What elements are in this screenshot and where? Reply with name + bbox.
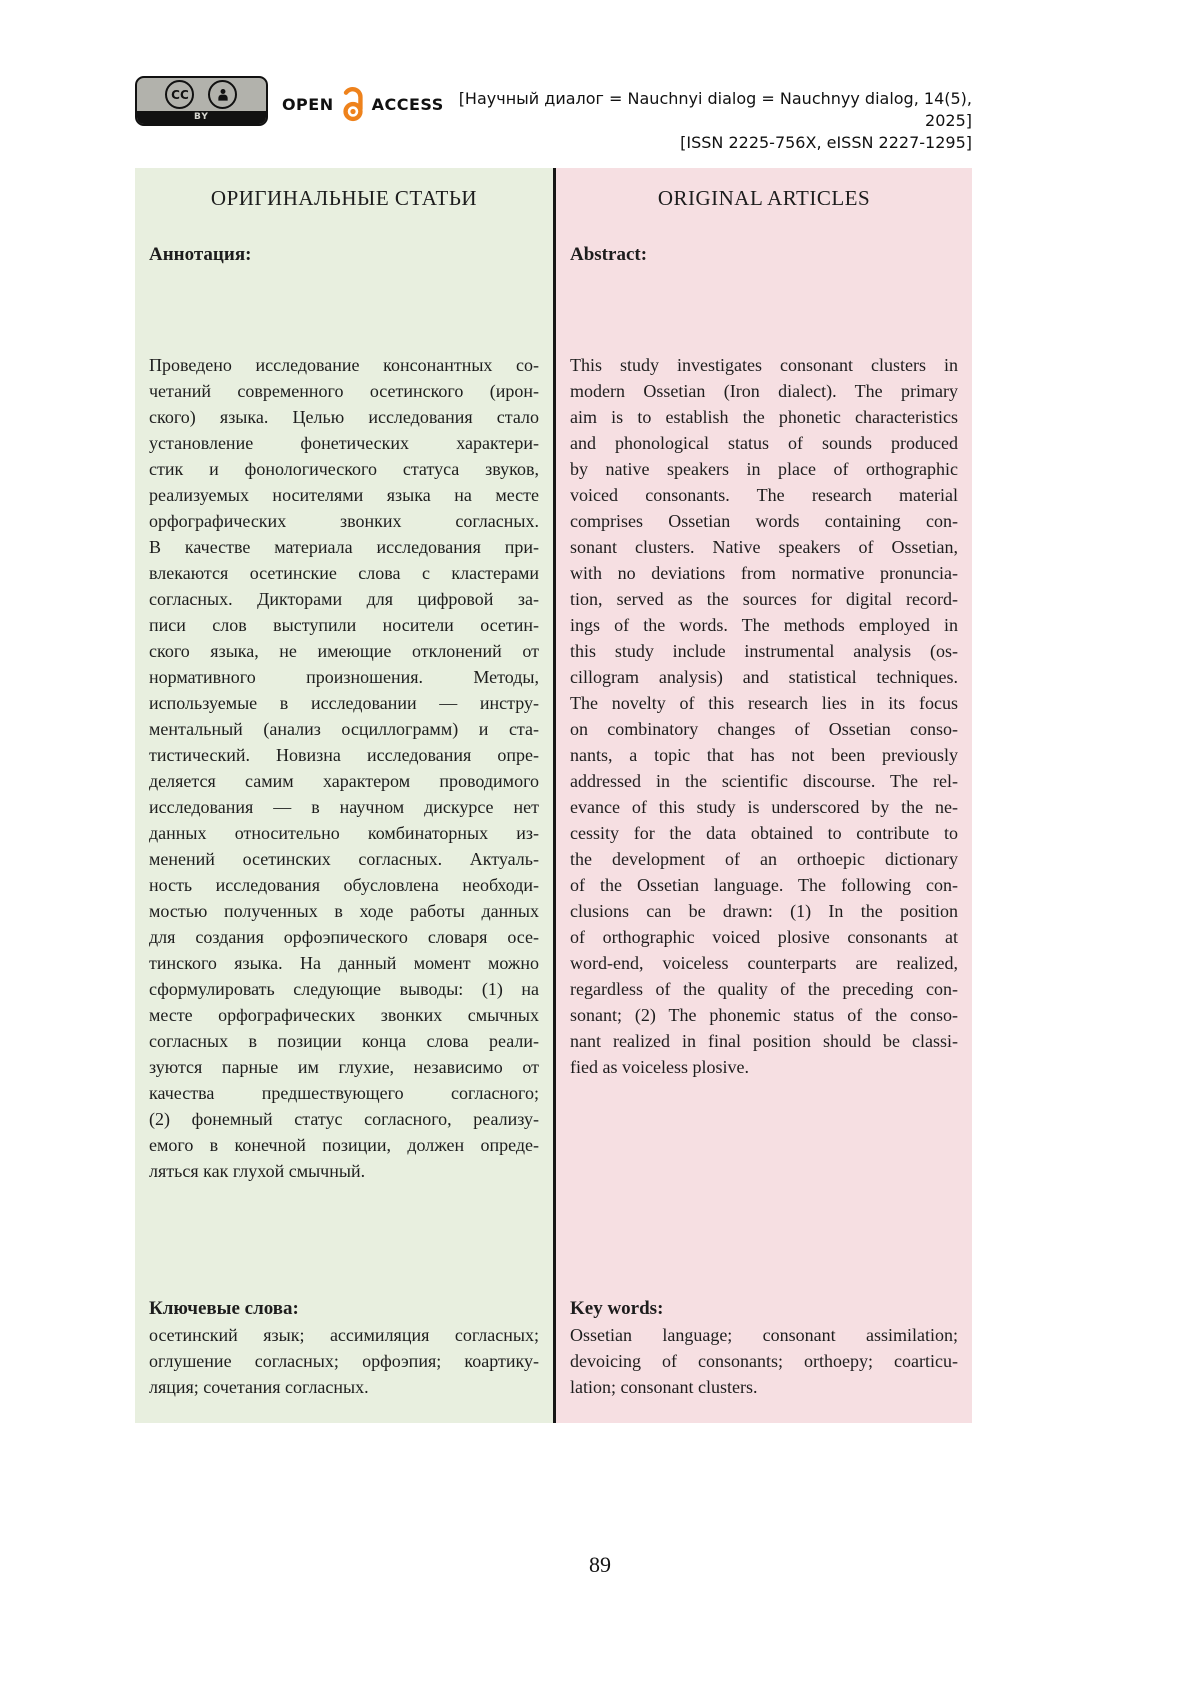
text-line: нормативного произношения. Методы,	[149, 667, 539, 687]
license-type-label: BY	[137, 111, 266, 124]
text-line: влекаются осетинские слова с кластерами	[149, 563, 539, 583]
text-line: стик и фонологического статуса звуков,	[149, 459, 539, 479]
text-line: согласных. Дикторами для цифровой за-	[149, 589, 539, 609]
text-line: В качестве материала исследования при-	[149, 537, 539, 557]
page-number: 89	[589, 1552, 611, 1577]
text-line: тистический. Новизна исследования опре-	[149, 745, 539, 765]
journal-citation	[444, 76, 972, 154]
text-line: согласных в позиции конца слова реали-	[149, 1031, 539, 1051]
text-line: This study investigates consonant clusters in	[570, 355, 958, 375]
text-line: ляция; сочетания согласных.	[149, 1377, 369, 1397]
open-access-word-open: OPEN	[281, 95, 334, 114]
text-line: ского языка, не имеющие отклонений от	[149, 641, 539, 661]
text-line: четаний современного осетинского (ирон-	[149, 381, 539, 401]
text-line: качества предшествующего согласного;	[149, 1083, 539, 1103]
text-line: aim is to establish the phonetic characteristics	[570, 407, 958, 427]
english-abstract-panel	[556, 168, 972, 1423]
text-line: месте орфографических звонких смычных	[149, 1005, 539, 1025]
text-line: оглушение согласных; орфоэпия; коартику-	[149, 1351, 539, 1371]
text-line: of orthographic voiced plosive consonants at	[570, 927, 958, 947]
text-line: ings of the words. The methods employed in	[570, 615, 958, 635]
text-line: ляться как глухой смычный.	[149, 1161, 366, 1181]
journal-citation-line2: [ISSN 2225-756X, eISSN 2227-1295]	[680, 133, 972, 152]
open-lock-icon	[339, 86, 367, 123]
text-line: word-end, voiceless counterparts are realized,	[570, 953, 958, 973]
text-line: The novelty of this research lies in its focus	[570, 693, 958, 713]
text-line: regardless of the quality of the preceding con-	[570, 979, 958, 999]
text-line: емого в конечной позиции, должен опреде-	[149, 1135, 539, 1155]
text-line: мостью полученных в ходе работы данных	[149, 901, 539, 921]
text-line: тинского языка. На данный момент можно	[149, 953, 539, 973]
keywords-body-russian	[149, 1322, 539, 1400]
keywords-section-english	[570, 1296, 958, 1400]
section-title-russian: ОРИГИНАЛЬНЫЕ СТАТЬИ	[210, 186, 478, 210]
text-line: орфографических звонких согласных.	[149, 511, 539, 531]
text-line: tion, served as the sources for digital record-	[570, 589, 958, 609]
text-line: nant realized in final position should be classi-	[570, 1031, 958, 1051]
text-line: исследования — в научном дискурсе нет	[149, 797, 539, 817]
open-access-logo	[282, 86, 444, 123]
abstract-body-english	[570, 352, 958, 1080]
text-line: clusions can be drawn: (1) In the position	[570, 901, 958, 921]
text-line: addressed in the scientific discourse. The rel-	[570, 771, 958, 791]
text-line: сформулировать следующие выводы: (1) на	[149, 979, 539, 999]
text-line: with no deviations from normative pronuncia-	[570, 563, 958, 583]
section-title-english: ORIGINAL ARTICLES	[657, 186, 871, 210]
text-line: для создания орфоэпического словаря осе-	[149, 927, 539, 947]
cc-by-license-badge	[135, 76, 268, 126]
attribution-person-icon	[208, 80, 237, 109]
text-line: Ossetian language; consonant assimilation;	[570, 1325, 958, 1345]
text-line: evance of this study is underscored by the ne-	[570, 797, 958, 817]
text-line: деляется самим характером проводимого	[149, 771, 539, 791]
abstract-label-russian: Аннотация:	[149, 244, 252, 265]
text-line: (2) фонемный статус согласного, реализу-	[149, 1109, 539, 1129]
abstract-body-russian	[149, 352, 539, 1184]
keywords-body-english	[570, 1322, 958, 1400]
text-line: cessity for the data obtained to contribute to	[570, 823, 958, 843]
abstract-label-english: Abstract:	[570, 244, 648, 265]
text-line: ментальный (анализ осциллограмм) и ста-	[149, 719, 539, 739]
text-line: писи слов выступили носители осетин-	[149, 615, 539, 635]
text-line: of the Ossetian language. The following con-	[570, 875, 958, 895]
text-line: используемые в исследовании — инстру-	[149, 693, 539, 713]
text-line: cillogram analysis) and statistical techniques.	[570, 667, 958, 687]
text-line: modern Ossetian (Iron dialect). The primary	[570, 381, 958, 401]
text-line: зуются парные им глухие, независимо от	[149, 1057, 539, 1077]
text-line: Проведено исследование консонантных со-	[149, 355, 539, 375]
abstract-panels	[135, 168, 972, 1423]
keywords-label-english: Key words:	[570, 1298, 664, 1319]
text-line: on combinatory changes of Ossetian conso-	[570, 719, 958, 739]
text-line: comprises Ossetian words containing con-	[570, 511, 958, 531]
open-access-word-access: ACCESS	[371, 95, 444, 114]
text-line: voiced consonants. The research material	[570, 485, 958, 505]
journal-citation-line1: [Научный диалог = Nauchnyi dialog = Nauchnyy dialog, 14(5), 2025]	[458, 89, 972, 130]
text-line: by native speakers in place of orthographic	[570, 459, 958, 479]
text-line: sonant clusters. Native speakers of Ossetian,	[570, 537, 958, 557]
text-line: sonant; (2) The phonemic status of the conso-	[570, 1005, 958, 1025]
text-line: this study include instrumental analysis (os-	[570, 641, 958, 661]
text-line: and phonological status of sounds produced	[570, 433, 958, 453]
text-line: осетинский язык; ассимиляция согласных;	[149, 1325, 539, 1345]
text-line: fied as voiceless plosive.	[570, 1057, 749, 1077]
text-line: lation; consonant clusters.	[570, 1377, 758, 1397]
text-line: реализуемых носителями языка на месте	[149, 485, 539, 505]
text-line: данных относительно комбинаторных из-	[149, 823, 539, 843]
russian-abstract-panel	[135, 168, 553, 1423]
cc-badge-icons	[137, 78, 266, 111]
text-line: devoicing of consonants; orthoepy; coarticu-	[570, 1351, 958, 1371]
text-line: ность исследования обусловлена необходи-	[149, 875, 539, 895]
cc-icon: CC	[165, 80, 194, 109]
keywords-section-russian	[149, 1296, 539, 1400]
text-line: ского) языка. Целью исследования стало	[149, 407, 539, 427]
text-line: установление фонетических характери-	[149, 433, 539, 453]
text-line: менений осетинских согласных. Актуаль-	[149, 849, 539, 869]
page-header	[135, 76, 972, 154]
text-line: the development of an orthoepic dictionary	[570, 849, 958, 869]
text-line: nants, a topic that has not been previously	[570, 745, 958, 765]
keywords-label-russian: Ключевые слова:	[149, 1298, 299, 1319]
